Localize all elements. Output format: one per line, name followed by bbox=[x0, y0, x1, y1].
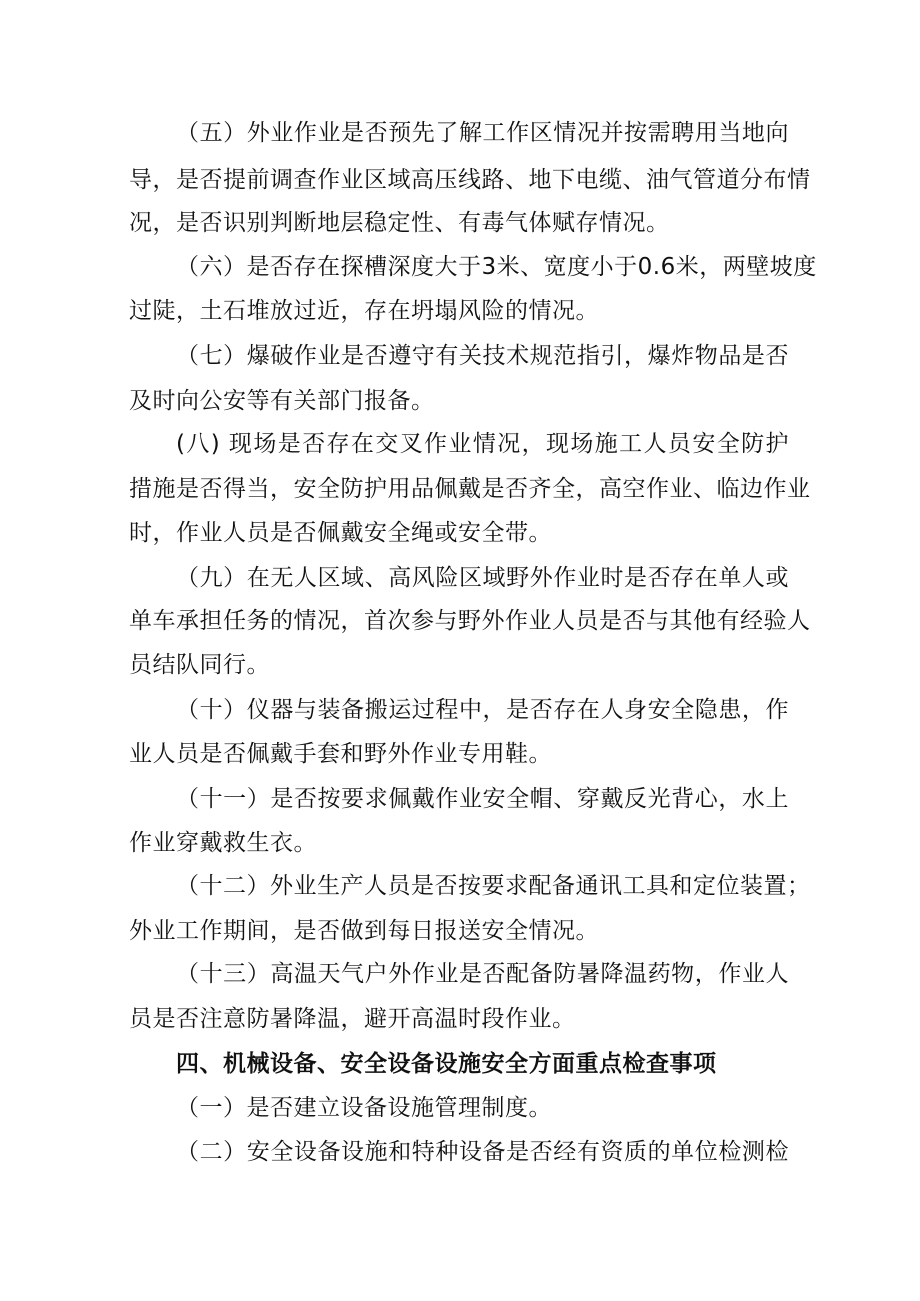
paragraph-8-line-2: 措施是否得当，安全防护用品佩戴是否齐全，高空作业、临边作业 bbox=[129, 476, 811, 502]
paragraph-11-line-1: （十一）是否按要求佩戴作业安全帽、穿戴反光背心，水上 bbox=[176, 786, 789, 812]
paragraph-8-line-1: (八) 现场是否存在交叉作业情况，现场施工人员安全防护 bbox=[176, 431, 789, 457]
paragraph-6-line-2: 过陡，土石堆放过近，存在坍塌风险的情况。 bbox=[129, 298, 599, 324]
paragraph-5-line-2: 导，是否提前调查作业区域高压线路、地下电缆、油气管道分布情 bbox=[129, 167, 811, 193]
paragraph-9-line-3: 员结队同行。 bbox=[129, 652, 270, 678]
paragraph-6-line-1: （六）是否存在探槽深度大于3米、宽度小于0.6米，两壁坡度 bbox=[176, 254, 817, 280]
paragraph-10-line-1: （十）仪器与装备搬运过程中，是否存在人身安全隐患，作 bbox=[176, 697, 789, 723]
paragraph-10-line-2: 业人员是否佩戴手套和野外作业专用鞋。 bbox=[129, 741, 552, 767]
paragraph-11-line-2: 作业穿戴救生衣。 bbox=[129, 830, 317, 856]
paragraph-7-line-1: （七）爆破作业是否遵守有关技术规范指引，爆炸物品是否 bbox=[176, 343, 789, 369]
section-paragraph-2-line-1: （二）安全设备设施和特种设备是否经有资质的单位检测检 bbox=[176, 1139, 789, 1165]
paragraph-5-line-1: （五）外业作业是否预先了解工作区情况并按需聘用当地向 bbox=[176, 120, 789, 146]
paragraph-8-line-3: 时，作业人员是否佩戴安全绳或安全带。 bbox=[129, 520, 552, 546]
paragraph-9-line-1: （九）在无人区域、高风险区域野外作业时是否存在单人或 bbox=[176, 565, 789, 591]
paragraph-12-line-2: 外业工作期间，是否做到每日报送安全情况。 bbox=[129, 918, 599, 944]
section-heading: 四、机械设备、安全设备设施安全方面重点检查事项 bbox=[176, 1051, 717, 1077]
paragraph-5-line-3: 况，是否识别判断地层稳定性、有毒气体赋存情况。 bbox=[129, 210, 670, 236]
section-paragraph-1: （一）是否建立设备设施管理制度。 bbox=[176, 1095, 552, 1121]
paragraph-13-line-1: （十三）高温天气户外作业是否配备防暑降温药物，作业人 bbox=[176, 961, 789, 987]
paragraph-12-line-1: （十二）外业生产人员是否按要求配备通讯工具和定位装置； bbox=[176, 873, 811, 899]
paragraph-7-line-2: 及时向公安等有关部门报备。 bbox=[129, 388, 435, 414]
paragraph-9-line-2: 单车承担任务的情况，首次参与野外作业人员是否与其他有经验人 bbox=[129, 608, 811, 634]
paragraph-13-line-2: 员是否注意防暑降温，避开高温时段作业。 bbox=[129, 1006, 576, 1032]
